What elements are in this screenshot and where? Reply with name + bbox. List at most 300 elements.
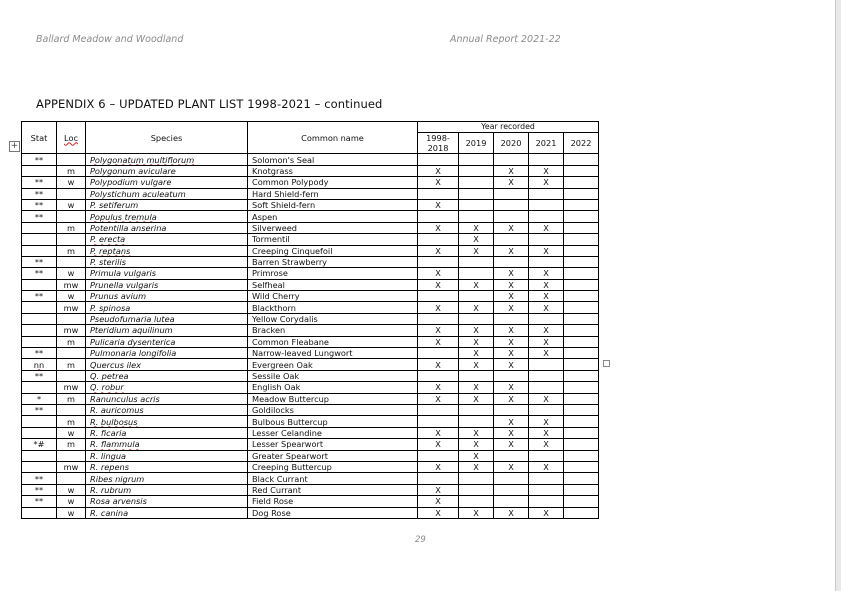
year-mark-cell: X: [418, 245, 459, 256]
common-name-cell: Sessile Oak: [248, 370, 418, 381]
table-row: [22, 393, 599, 404]
species-cell: Pulmonaria longifolia: [86, 348, 248, 359]
year-mark-cell: [494, 154, 529, 165]
year-mark-cell: [564, 461, 599, 472]
year-mark-cell: X: [529, 245, 564, 256]
table-row: [22, 154, 599, 165]
year-mark-cell: [529, 484, 564, 495]
year-mark-cell: X: [529, 336, 564, 347]
species-cell: R. lingua: [86, 450, 248, 461]
year-mark-cell: [418, 348, 459, 359]
year-mark-cell: [564, 484, 599, 495]
common-name-cell: Bulbous Buttercup: [248, 416, 418, 427]
stat-cell: *: [22, 393, 57, 404]
loc-cell: mw: [57, 461, 86, 472]
species-cell: R. bulbosus: [86, 416, 248, 427]
table-row: [22, 404, 599, 415]
loc-cell: m: [57, 336, 86, 347]
common-name-cell: Creeping Buttercup: [248, 461, 418, 472]
table-row: [22, 199, 599, 210]
common-name-cell: Common Polypody: [248, 177, 418, 188]
year-mark-cell: X: [459, 336, 494, 347]
year-mark-cell: [494, 370, 529, 381]
year-mark-cell: [494, 496, 529, 507]
year-mark-cell: [564, 211, 599, 222]
year-mark-cell: [418, 234, 459, 245]
table-row: [22, 256, 599, 267]
year-mark-cell: [494, 313, 529, 324]
loc-cell: [57, 154, 86, 165]
stat-cell: **: [22, 291, 57, 302]
species-cell: Rosa arvensis: [86, 496, 248, 507]
species-cell: R. canina: [86, 507, 248, 518]
species-cell: Quercus ilex: [86, 359, 248, 370]
year-mark-cell: [459, 370, 494, 381]
year-mark-cell: [564, 313, 599, 324]
stat-cell: **: [22, 473, 57, 484]
header-year-3: 2021: [529, 133, 564, 154]
year-mark-cell: [529, 496, 564, 507]
year-mark-cell: [564, 222, 599, 233]
running-header-left: Ballard Meadow and Woodland: [36, 34, 184, 45]
year-mark-cell: X: [459, 461, 494, 472]
year-mark-cell: X: [529, 461, 564, 472]
header-year-1: 2019: [459, 133, 494, 154]
table-row: [22, 188, 599, 199]
year-mark-cell: X: [529, 177, 564, 188]
stat-cell: *#: [22, 439, 57, 450]
common-name-cell: Creeping Cinquefoil: [248, 245, 418, 256]
year-mark-cell: X: [529, 439, 564, 450]
year-mark-cell: [564, 165, 599, 176]
species-cell: Pseudofumaria lutea: [86, 313, 248, 324]
stat-cell: [22, 461, 57, 472]
year-mark-cell: [564, 291, 599, 302]
table-row: [22, 439, 599, 450]
stat-cell: [22, 165, 57, 176]
table-row: [22, 370, 599, 381]
year-mark-cell: [564, 188, 599, 199]
year-mark-cell: [459, 154, 494, 165]
year-mark-cell: X: [418, 359, 459, 370]
common-name-cell: Common Fleabane: [248, 336, 418, 347]
year-mark-cell: X: [459, 325, 494, 336]
stat-cell: **: [22, 177, 57, 188]
common-name-cell: Knotgrass: [248, 165, 418, 176]
year-mark-cell: X: [459, 234, 494, 245]
year-mark-cell: [459, 416, 494, 427]
loc-cell: [57, 348, 86, 359]
stat-cell: **: [22, 256, 57, 267]
common-name-cell: English Oak: [248, 382, 418, 393]
species-cell: P. spinosa: [86, 302, 248, 313]
year-mark-cell: X: [418, 336, 459, 347]
year-mark-cell: X: [459, 382, 494, 393]
year-mark-cell: [418, 256, 459, 267]
year-mark-cell: [564, 336, 599, 347]
year-mark-cell: [529, 313, 564, 324]
loc-cell: mw: [57, 302, 86, 313]
year-mark-cell: X: [459, 245, 494, 256]
year-mark-cell: X: [494, 393, 529, 404]
table-row: [22, 245, 599, 256]
year-mark-cell: [459, 256, 494, 267]
species-cell: Pulicaria dysenterica: [86, 336, 248, 347]
year-mark-cell: [564, 279, 599, 290]
year-mark-cell: [459, 211, 494, 222]
species-cell: Prunella vulgaris: [86, 279, 248, 290]
year-mark-cell: [418, 404, 459, 415]
table-row: [22, 348, 599, 359]
year-mark-cell: X: [459, 222, 494, 233]
year-mark-cell: [529, 211, 564, 222]
year-mark-cell: [564, 439, 599, 450]
loc-cell: w: [57, 199, 86, 210]
loc-cell: w: [57, 484, 86, 495]
year-mark-cell: [564, 393, 599, 404]
species-cell: Populus tremula: [86, 211, 248, 222]
year-mark-cell: X: [529, 302, 564, 313]
year-mark-cell: X: [529, 416, 564, 427]
common-name-cell: Yellow Corydalis: [248, 313, 418, 324]
year-mark-cell: [529, 370, 564, 381]
loc-cell: m: [57, 245, 86, 256]
stat-cell: [22, 222, 57, 233]
year-mark-cell: X: [459, 302, 494, 313]
loc-cell: mw: [57, 325, 86, 336]
stat-cell: **: [22, 188, 57, 199]
year-mark-cell: [494, 450, 529, 461]
year-mark-cell: X: [459, 279, 494, 290]
year-mark-cell: X: [529, 268, 564, 279]
common-name-cell: Tormentil: [248, 234, 418, 245]
loc-cell: [57, 211, 86, 222]
stat-cell: [22, 450, 57, 461]
year-mark-cell: X: [494, 165, 529, 176]
year-mark-cell: [459, 473, 494, 484]
species-cell: Polygonum aviculare: [86, 165, 248, 176]
year-mark-cell: X: [529, 291, 564, 302]
year-mark-cell: X: [418, 461, 459, 472]
year-mark-cell: [459, 268, 494, 279]
year-mark-cell: [564, 245, 599, 256]
year-mark-cell: [459, 188, 494, 199]
year-mark-cell: [564, 507, 599, 518]
species-cell: R. auricomus: [86, 404, 248, 415]
stat-cell: **: [22, 496, 57, 507]
loc-cell: m: [57, 416, 86, 427]
table-resize-handle[interactable]: [603, 360, 610, 367]
header-year-2: 2020: [494, 133, 529, 154]
page-number: 29: [415, 535, 426, 545]
table-row: [22, 461, 599, 472]
table-row: [22, 222, 599, 233]
year-mark-cell: X: [459, 359, 494, 370]
stat-cell: [22, 234, 57, 245]
year-mark-cell: [459, 165, 494, 176]
header-stat: Stat: [22, 122, 57, 154]
year-mark-cell: [564, 450, 599, 461]
year-mark-cell: [529, 154, 564, 165]
species-cell: Polypodium vulgare: [86, 177, 248, 188]
year-mark-cell: [529, 188, 564, 199]
common-name-cell: Solomon's Seal: [248, 154, 418, 165]
species-cell: P. reptans: [86, 245, 248, 256]
header-common-name: Common name: [248, 122, 418, 154]
species-cell: R. repens: [86, 461, 248, 472]
species-cell: R. rubrum: [86, 484, 248, 495]
year-mark-cell: X: [418, 496, 459, 507]
species-cell: Potentilla anserina: [86, 222, 248, 233]
year-mark-cell: X: [494, 427, 529, 438]
stat-cell: [22, 313, 57, 324]
year-mark-cell: X: [418, 325, 459, 336]
year-mark-cell: [494, 188, 529, 199]
year-mark-cell: [418, 473, 459, 484]
stat-cell: [22, 427, 57, 438]
year-mark-cell: X: [418, 439, 459, 450]
table-row: [22, 291, 599, 302]
stat-cell: **: [22, 348, 57, 359]
species-cell: Prunus avium: [86, 291, 248, 302]
year-mark-cell: [564, 199, 599, 210]
year-mark-cell: [564, 325, 599, 336]
year-mark-cell: X: [418, 177, 459, 188]
header-loc: Loc: [57, 122, 86, 154]
year-mark-cell: X: [494, 336, 529, 347]
year-mark-cell: [459, 313, 494, 324]
table-row: [22, 496, 599, 507]
species-cell: Polygonatum multiflorum: [86, 154, 248, 165]
year-mark-cell: [418, 416, 459, 427]
loc-cell: [57, 370, 86, 381]
year-mark-cell: [459, 404, 494, 415]
species-cell: Ranunculus acris: [86, 393, 248, 404]
year-mark-cell: X: [418, 222, 459, 233]
loc-cell: w: [57, 291, 86, 302]
year-mark-cell: X: [418, 427, 459, 438]
year-mark-cell: X: [459, 348, 494, 359]
stat-cell: [22, 382, 57, 393]
stat-cell: [22, 325, 57, 336]
year-mark-cell: X: [494, 177, 529, 188]
appendix-title: APPENDIX 6 – UPDATED PLANT LIST 1998-2021 – continued: [36, 97, 383, 111]
year-mark-cell: [564, 348, 599, 359]
year-mark-cell: [564, 177, 599, 188]
year-mark-cell: [564, 473, 599, 484]
year-mark-cell: [529, 382, 564, 393]
year-mark-cell: [564, 382, 599, 393]
species-cell: R. ficaria: [86, 427, 248, 438]
header-year-4: 2022: [564, 133, 599, 154]
year-mark-cell: [418, 211, 459, 222]
year-mark-cell: [494, 211, 529, 222]
common-name-cell: Selfheal: [248, 279, 418, 290]
common-name-cell: Aspen: [248, 211, 418, 222]
year-mark-cell: [564, 359, 599, 370]
table-row: [22, 507, 599, 518]
common-name-cell: Wild Cherry: [248, 291, 418, 302]
year-mark-cell: X: [494, 348, 529, 359]
species-cell: P. erecta: [86, 234, 248, 245]
year-mark-cell: X: [529, 393, 564, 404]
common-name-cell: Lesser Spearwort: [248, 439, 418, 450]
common-name-cell: Lesser Celandine: [248, 427, 418, 438]
common-name-cell: Evergreen Oak: [248, 359, 418, 370]
year-mark-cell: [529, 199, 564, 210]
loc-cell: [57, 234, 86, 245]
species-cell: P. sterilis: [86, 256, 248, 267]
table-row: [22, 359, 599, 370]
year-mark-cell: [564, 154, 599, 165]
loc-cell: mw: [57, 382, 86, 393]
year-mark-cell: X: [418, 268, 459, 279]
year-mark-cell: X: [459, 427, 494, 438]
year-mark-cell: X: [494, 359, 529, 370]
loc-cell: w: [57, 177, 86, 188]
loc-cell: [57, 450, 86, 461]
common-name-cell: Soft Shield-fern: [248, 199, 418, 210]
loc-cell: m: [57, 359, 86, 370]
year-mark-cell: [494, 234, 529, 245]
common-name-cell: Primrose: [248, 268, 418, 279]
year-mark-cell: [529, 404, 564, 415]
loc-cell: [57, 313, 86, 324]
stat-cell: [22, 302, 57, 313]
year-mark-cell: [564, 404, 599, 415]
species-cell: Pteridium aquilinum: [86, 325, 248, 336]
loc-cell: [57, 188, 86, 199]
year-mark-cell: [564, 256, 599, 267]
table-row: [22, 416, 599, 427]
year-mark-cell: [564, 416, 599, 427]
year-mark-cell: X: [459, 393, 494, 404]
year-mark-cell: X: [418, 382, 459, 393]
year-mark-cell: [529, 256, 564, 267]
loc-cell: m: [57, 439, 86, 450]
year-mark-cell: [494, 199, 529, 210]
stat-cell: [22, 279, 57, 290]
year-mark-cell: X: [494, 461, 529, 472]
loc-cell: [57, 473, 86, 484]
table-row: [22, 279, 599, 290]
year-mark-cell: X: [529, 165, 564, 176]
year-mark-cell: [418, 450, 459, 461]
year-mark-cell: X: [529, 222, 564, 233]
year-mark-cell: [459, 291, 494, 302]
table-row: [22, 427, 599, 438]
year-mark-cell: X: [494, 268, 529, 279]
loc-cell: mw: [57, 279, 86, 290]
year-mark-cell: [529, 473, 564, 484]
year-mark-cell: [494, 404, 529, 415]
year-mark-cell: X: [494, 416, 529, 427]
common-name-cell: Bracken: [248, 325, 418, 336]
species-cell: Polystichum aculeatum: [86, 188, 248, 199]
stat-cell: **: [22, 211, 57, 222]
year-mark-cell: [418, 313, 459, 324]
loc-cell: w: [57, 507, 86, 518]
loc-cell: [57, 256, 86, 267]
year-mark-cell: [418, 154, 459, 165]
year-mark-cell: X: [494, 439, 529, 450]
table-row: [22, 325, 599, 336]
table-row: [22, 177, 599, 188]
species-cell: P. setiferum: [86, 199, 248, 210]
stat-cell: **: [22, 199, 57, 210]
loc-cell: w: [57, 268, 86, 279]
stat-cell: [22, 507, 57, 518]
table-row: [22, 336, 599, 347]
year-mark-cell: [418, 188, 459, 199]
table-row: [22, 165, 599, 176]
year-mark-cell: X: [418, 279, 459, 290]
year-mark-cell: [418, 291, 459, 302]
loc-cell: w: [57, 496, 86, 507]
species-cell: Ribes nigrum: [86, 473, 248, 484]
year-mark-cell: X: [529, 279, 564, 290]
header-year-0: 1998- 2018: [418, 133, 459, 154]
common-name-cell: Hard Shield-fern: [248, 188, 418, 199]
year-mark-cell: X: [494, 302, 529, 313]
species-cell: Q. petrea: [86, 370, 248, 381]
year-mark-cell: [459, 484, 494, 495]
year-mark-cell: X: [459, 507, 494, 518]
table-row: [22, 302, 599, 313]
year-mark-cell: X: [418, 484, 459, 495]
year-mark-cell: X: [529, 507, 564, 518]
table-row: [22, 382, 599, 393]
table-row: [22, 450, 599, 461]
common-name-cell: Dog Rose: [248, 507, 418, 518]
year-mark-cell: [564, 268, 599, 279]
table-row: [22, 211, 599, 222]
table-move-icon[interactable]: +: [10, 141, 19, 151]
year-mark-cell: [529, 450, 564, 461]
header-year-recorded: Year recorded: [418, 122, 599, 133]
species-cell: Q. robur: [86, 382, 248, 393]
stat-cell: **: [22, 268, 57, 279]
common-name-cell: Black Currant: [248, 473, 418, 484]
stat-cell: **: [22, 154, 57, 165]
loc-cell: m: [57, 222, 86, 233]
loc-cell: m: [57, 393, 86, 404]
species-cell: Primula vulgaris: [86, 268, 248, 279]
year-mark-cell: X: [529, 325, 564, 336]
stat-cell: nn: [22, 359, 57, 370]
header-species: Species: [86, 122, 248, 154]
year-mark-cell: [564, 370, 599, 381]
stat-cell: **: [22, 370, 57, 381]
common-name-cell: Greater Spearwort: [248, 450, 418, 461]
year-mark-cell: X: [494, 325, 529, 336]
year-mark-cell: X: [494, 279, 529, 290]
year-mark-cell: [459, 177, 494, 188]
stat-cell: **: [22, 404, 57, 415]
plant-list-table: [21, 121, 599, 519]
common-name-cell: Blackthorn: [248, 302, 418, 313]
year-mark-cell: X: [459, 450, 494, 461]
year-mark-cell: X: [494, 382, 529, 393]
year-mark-cell: [494, 473, 529, 484]
stat-cell: [22, 336, 57, 347]
loc-cell: w: [57, 427, 86, 438]
year-mark-cell: [564, 234, 599, 245]
year-mark-cell: [564, 302, 599, 313]
year-mark-cell: X: [529, 348, 564, 359]
year-mark-cell: [459, 496, 494, 507]
year-mark-cell: X: [494, 222, 529, 233]
